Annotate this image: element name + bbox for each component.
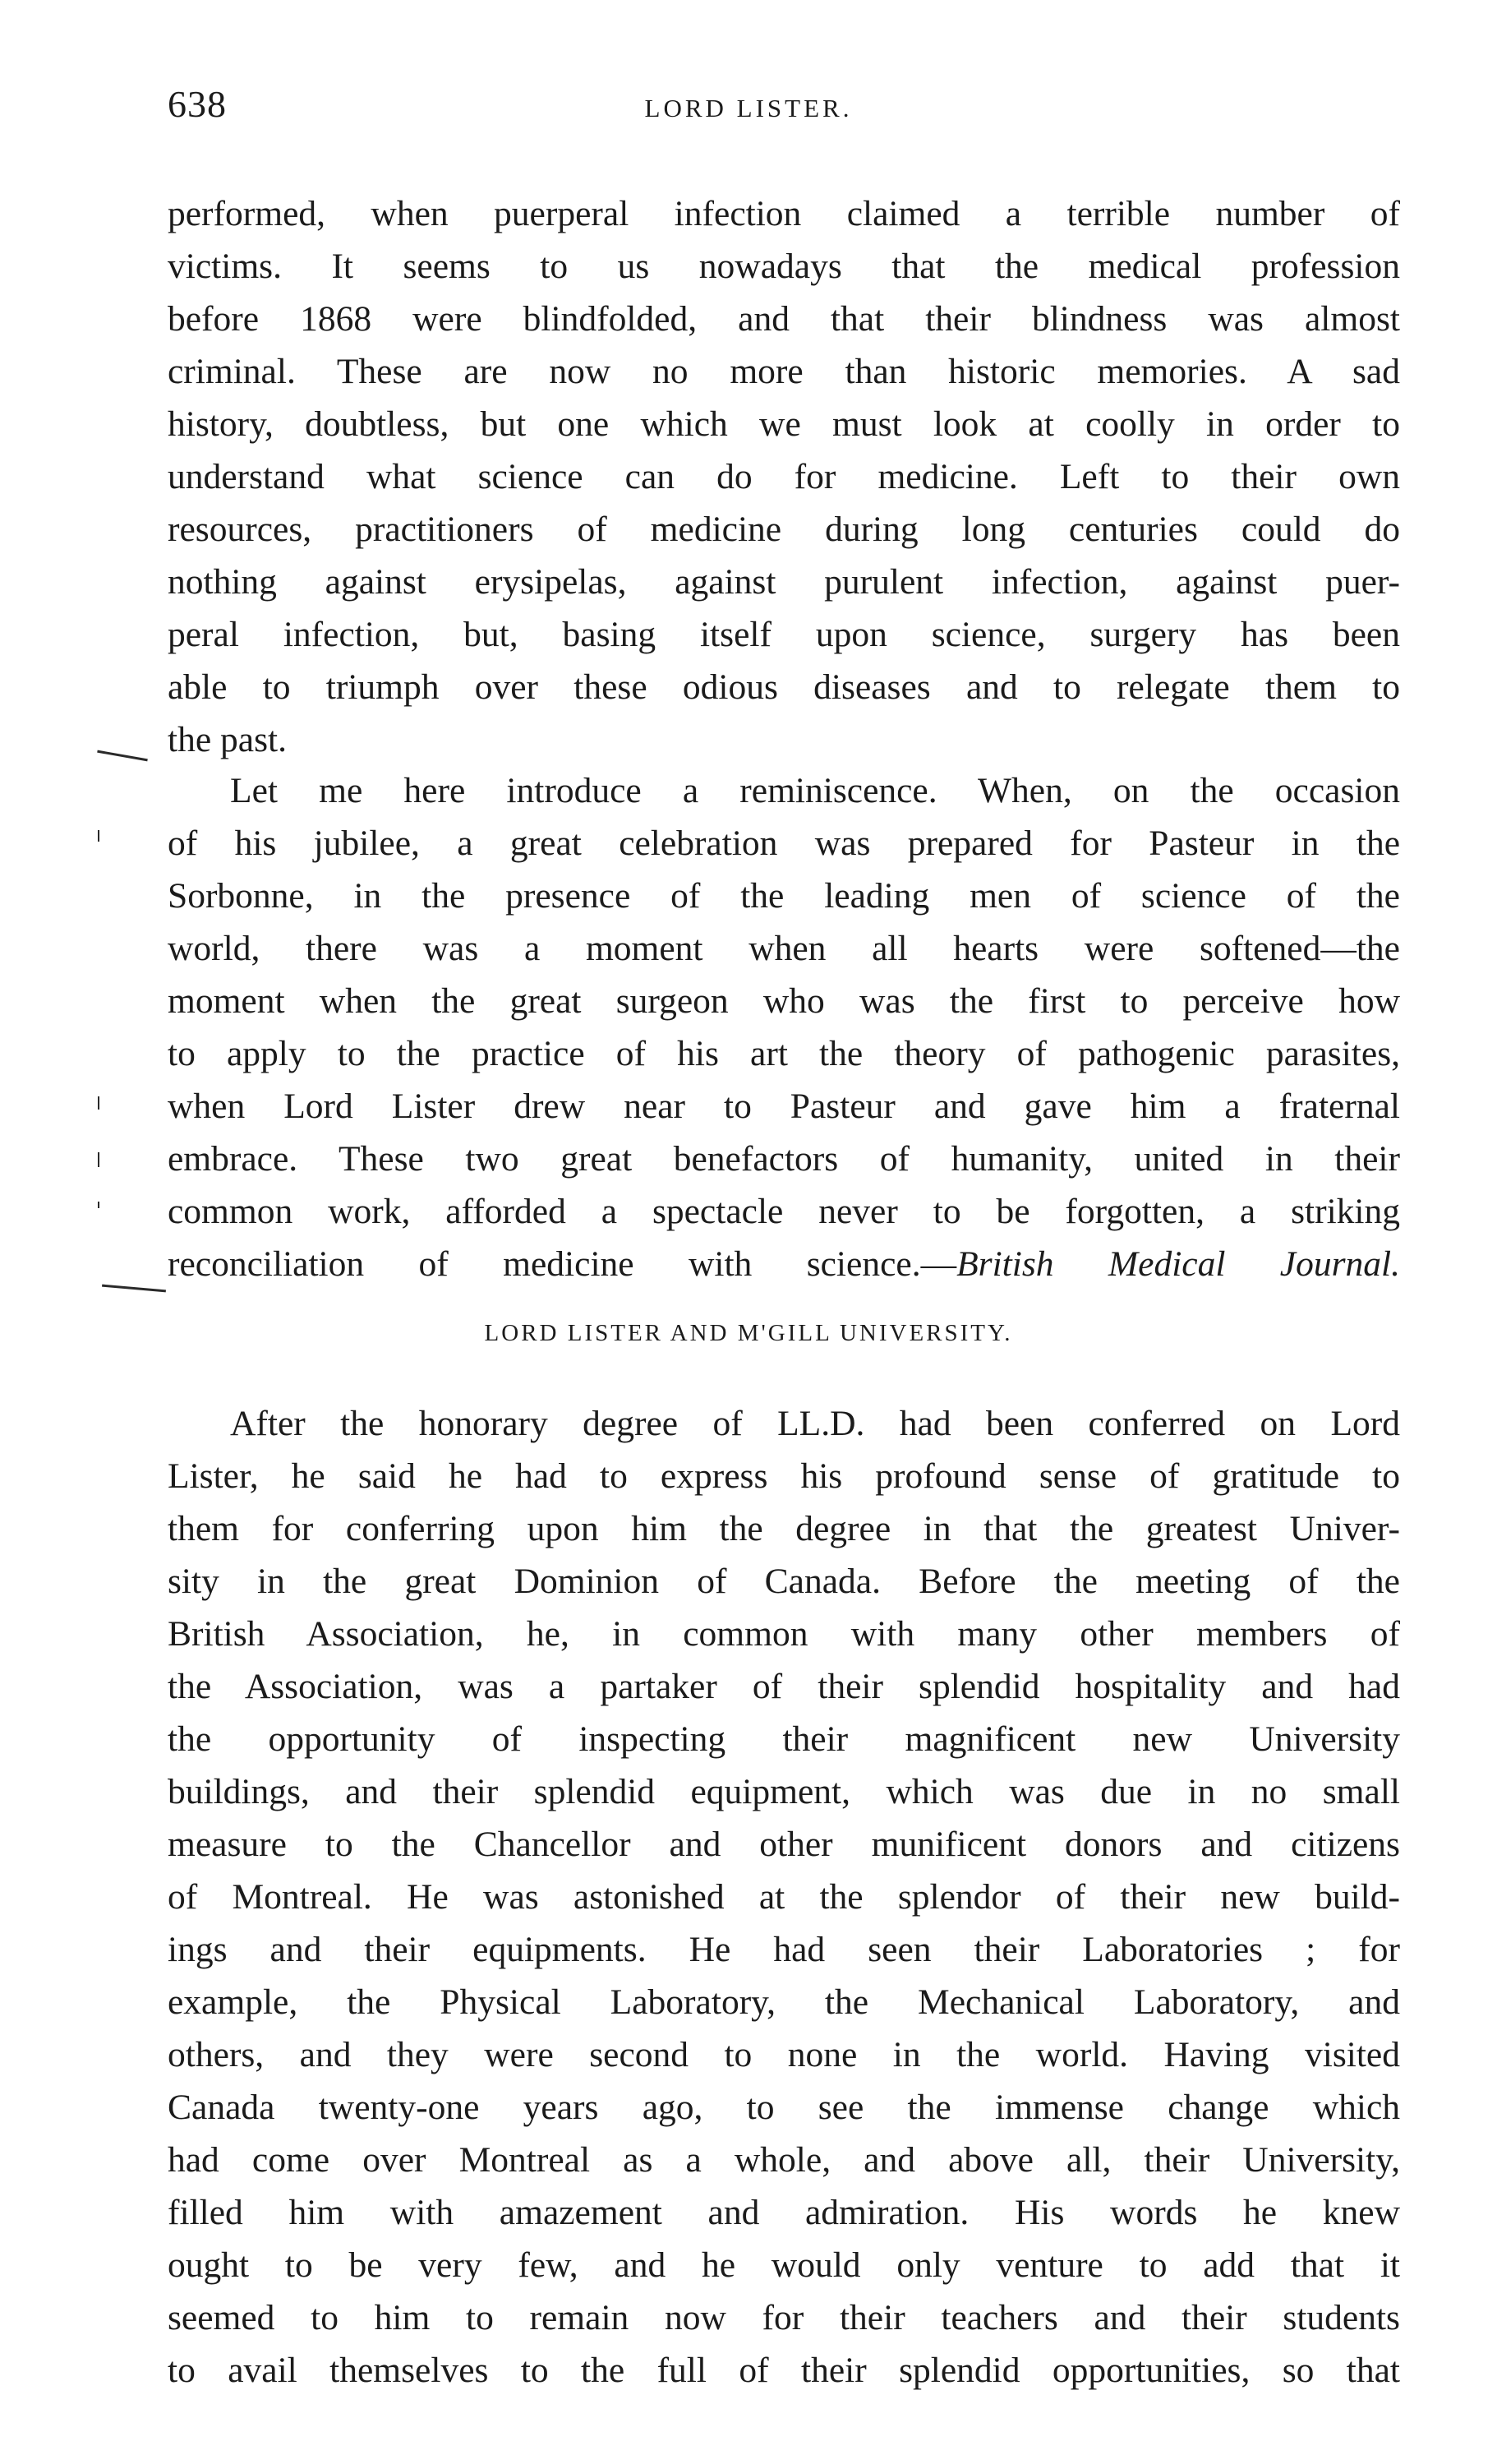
text-line: sity in the great Dominion of Canada. Before the meeting of the [168, 1562, 1400, 1601]
text-line: common work, afforded a spectacle never to be forgotten, a striking [168, 1192, 1400, 1231]
text-line: to avail themselves to the full of their splendid opportunities, so that [168, 2351, 1400, 2390]
text-line: victims. It seems to us nowadays that the medical profession [168, 247, 1400, 286]
paragraph-1 [168, 187, 1400, 766]
running-head: LORD LISTER. [644, 94, 853, 122]
margin-tick-mark [98, 1152, 99, 1167]
text-line: world, there was a moment when all hearts were softened—the [168, 929, 1400, 968]
margin-pencil-mark [97, 750, 148, 762]
margin-pencil-mark [102, 1285, 166, 1293]
text-line: performed, when puerperal infection claimed a terrible number of [168, 194, 1400, 233]
margin-tick-mark [98, 830, 99, 842]
margin-tick-mark [98, 1096, 99, 1110]
text-line: resources, practitioners of medicine during long centuries could do [168, 510, 1400, 549]
text-line: Canada twenty-one years ago, to see the immense change which [168, 2088, 1400, 2127]
margin-tick-mark [98, 1202, 99, 1208]
section-heading: LORD LISTER AND M'GILL UNIVERSITY. [484, 1320, 1013, 1346]
text-line: embrace. These two great benefactors of humanity, united in their [168, 1139, 1400, 1179]
text-line: peral infection, but, basing itself upon science, surgery has been [168, 615, 1400, 654]
text-line: measure to the Chancellor and other munificent donors and citizens [168, 1825, 1400, 1864]
text-line: the past. [168, 720, 287, 759]
text-line: when Lord Lister drew near to Pasteur and gave him a fraternal [168, 1087, 1400, 1126]
paragraph-2 [168, 764, 1400, 1290]
text-line: seemed to him to remain now for their teachers and their students [168, 2298, 1400, 2337]
text-line: criminal. These are now no more than historic memories. A sad [168, 352, 1400, 391]
text-line: them for conferring upon him the degree in that the greatest Univer- [168, 1509, 1400, 1548]
text-line: Sorbonne, in the presence of the leading men of science of the [168, 876, 1400, 916]
text-line: filled him with amazement and admiration. His words he knew [168, 2193, 1400, 2232]
text-line: nothing against erysipelas, against purulent infection, against puer- [168, 562, 1400, 602]
text-line: the opportunity of inspecting their magnificent new University [168, 1719, 1400, 1759]
text-line: to apply to the practice of his art the theory of pathogenic parasites, [168, 1034, 1400, 1073]
page-number: 638 [168, 83, 227, 125]
text-line: the Association, was a partaker of their splendid hospitality and had [168, 1667, 1400, 1706]
text-line-fragment: reconciliation of medicine with science.— [168, 1244, 957, 1284]
text-line: others, and they were second to none in the world. Having visited [168, 2035, 1400, 2074]
text-line: example, the Physical Laboratory, the Mechanical Laboratory, and [168, 1982, 1400, 2022]
text-line [168, 1238, 1400, 1290]
text-line: ings and their equipments. He had seen their Laboratories ; for [168, 1930, 1400, 1969]
text-line: Let me here introduce a reminiscence. When, on the occasion [230, 771, 1400, 810]
text-line: buildings, and their splendid equipment, which was due in no small [168, 1772, 1400, 1811]
citation: British Medical Journal. [956, 1244, 1401, 1284]
text-line: moment when the great surgeon who was the first to perceive how [168, 981, 1400, 1021]
text-line: of Montreal. He was astonished at the splendor of their new build- [168, 1877, 1400, 1917]
text-line: understand what science can do for medicine. Left to their own [168, 457, 1400, 496]
text-line: ought to be very few, and he would only venture to add that it [168, 2245, 1400, 2285]
text-line: history, doubtless, but one which we must look at coolly in order to [168, 404, 1400, 444]
text-line: able to triumph over these odious diseases and to relegate them to [168, 667, 1400, 707]
text-line: of his jubilee, a great celebration was prepared for Pasteur in the [168, 824, 1400, 863]
text-line: After the honorary degree of LL.D. had been conferred on Lord [230, 1404, 1400, 1443]
text-line: Lister, he said he had to express his profound sense of gratitude to [168, 1456, 1400, 1496]
text-line: British Association, he, in common with many other members of [168, 1614, 1400, 1654]
text-line: before 1868 were blindfolded, and that their blindness was almost [168, 299, 1400, 339]
paragraph-3 [168, 1397, 1400, 2397]
text-line: had come over Montreal as a whole, and above all, their University, [168, 2140, 1400, 2180]
